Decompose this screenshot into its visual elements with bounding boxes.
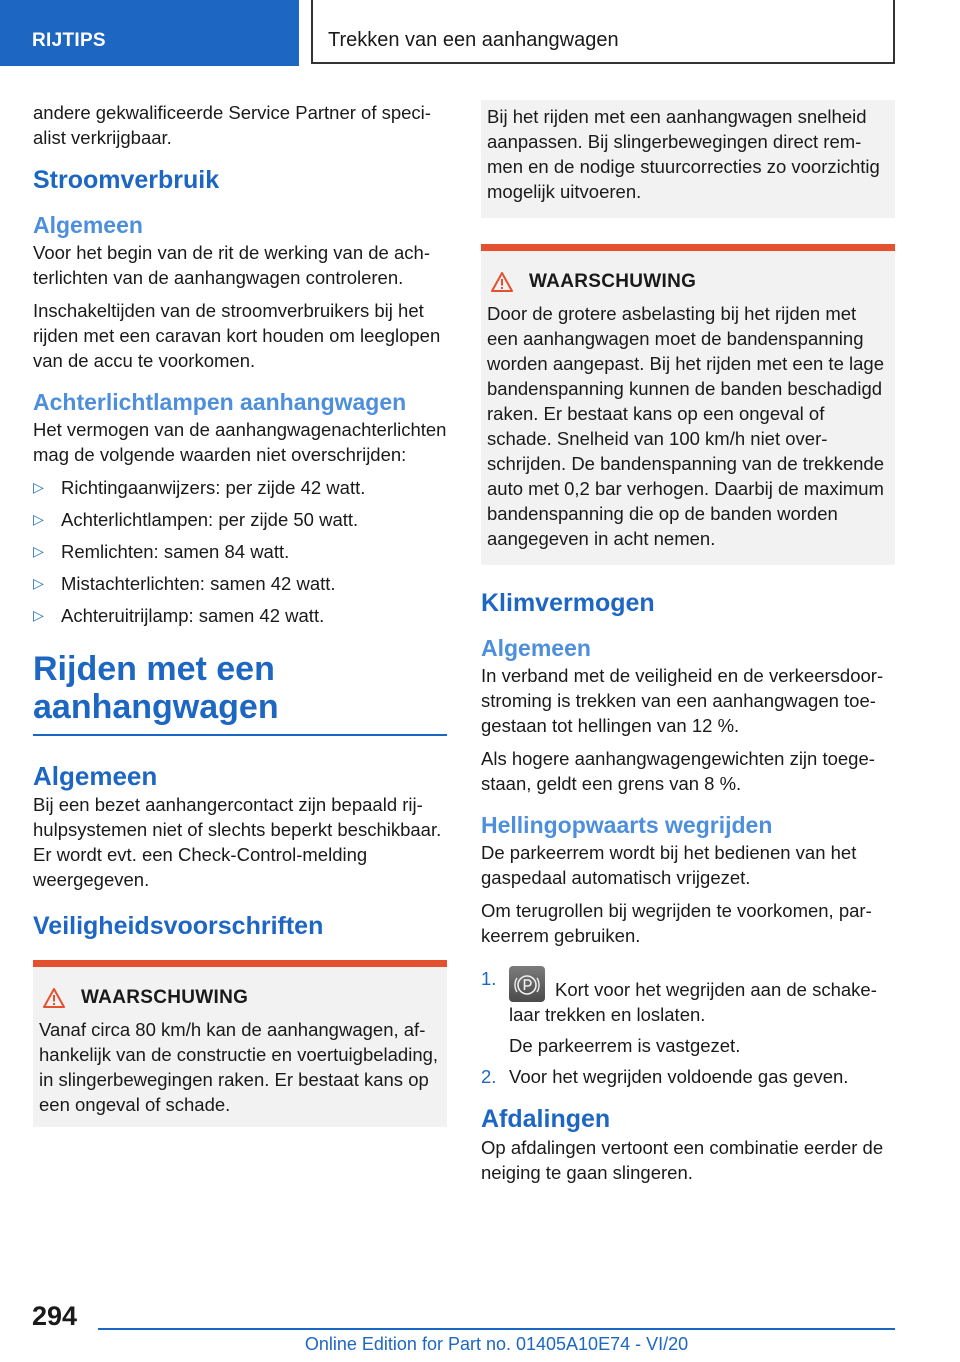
chapter-title: Rijden met een aanhangwagen	[33, 650, 447, 736]
list-item: ▷ Remlichten: samen 84 watt.	[33, 541, 290, 562]
subsection-title-achterlichtlampen: Achterlichtlampen aanhangwagen	[33, 389, 407, 415]
subsection-title-algemeen: Algemeen	[481, 635, 591, 661]
warning-bar	[481, 244, 895, 251]
subsection-title-algemeen: Algemeen	[33, 212, 143, 238]
chapter-header-title: Trekken van een aanhangwagen	[311, 0, 895, 64]
subsection-title-hellingopwaarts: Hellingopwaarts wegrijden	[481, 812, 773, 838]
footer-divider	[98, 1328, 895, 1330]
paragraph: Inschakeltijden van de stroomverbruikers bij het rijden met een caravan kort houden om leeglopen van de accu te voorkomen.	[33, 300, 441, 371]
list-item: 2. Voor het wegrijden voldoende gas geven.	[481, 1066, 849, 1087]
left-column	[33, 100, 447, 1127]
list-item: ▷ Richtingaanwijzers: per zijde 42 watt.	[33, 477, 366, 498]
page-number: 294	[32, 1301, 78, 1331]
right-column	[481, 100, 895, 1193]
warning-box	[33, 960, 447, 1127]
paragraph: Bij een bezet aanhangercontact zijn bepaald rijhulpsystemen niet of slechts beperkt beschikbaar. Er wordt evt. een Check-Control-melding weergegeven.	[33, 794, 442, 890]
warning-text: Door de grotere asbelasting bij het rijden met een aanhangwagen moet de bandenspanning worden aangepast. Bij het rijden met een te lage bandenspanning kunnen de banden beschadigd raken. Er bestaat kans op een ongeval of schade. Snelheid van 100 km/h niet overschrijden. De bandenspanning van de trekkende auto met 0,2 bar verhogen. Daarbij de maximum bandenspanning die op de banden worden aangegeven in acht nemen.	[487, 303, 885, 549]
triangle-right-icon: ▷	[33, 575, 44, 591]
list-item: ▷ Achterlichtlampen: per zijde 50 watt.	[33, 509, 359, 530]
list-item: ▷ Achteruitrijlamp: samen 42 watt.	[33, 605, 325, 626]
triangle-right-icon: ▷	[33, 479, 44, 495]
lamp-power-list	[33, 475, 447, 628]
triangle-right-icon: ▷	[33, 543, 44, 559]
triangle-right-icon: ▷	[33, 511, 44, 527]
warning-triangle-icon	[491, 272, 513, 292]
paragraph: De parkeerrem wordt bij het bedienen van het gaspedaal automatisch vrijgezet.	[481, 842, 857, 888]
paragraph: Als hogere aanhangwagengewichten zijn toegestaan, geldt een grens van 8 %.	[481, 748, 875, 794]
warning-box-continued	[481, 100, 895, 218]
warning-box	[481, 244, 895, 565]
step-note: De parkeerrem is vastgezet.	[509, 1035, 741, 1056]
section-title-algemeen: Algemeen	[33, 761, 158, 791]
section-title-veiligheidsvoorschriften: Veiligheidsvoorschriften	[33, 912, 324, 940]
section-title-klimvermogen: Klimvermogen	[481, 589, 655, 617]
steps-list	[481, 966, 895, 1089]
edition-footer: Online Edition for Part no. 01405A10E74 - VI/20	[304, 1334, 689, 1354]
warning-triangle-icon	[43, 988, 65, 1008]
warning-text: Bij het rijden met een aanhangwagen snelheid aanpassen. Bij slingerbewegingen direct remmen en de nodige stuurcorrecties zo voorzichtig mogelijk uitvoeren.	[487, 106, 880, 202]
warning-text: Vanaf circa 80 km/h kan de aanhangwagen, afhankelijk van de constructie en voertuigbelading, in slingerbewegingen raken. Er bestaat kans op een ongeval of schade.	[39, 1019, 439, 1115]
parking-brake-icon	[509, 966, 545, 1002]
paragraph: Het vermogen van de aanhangwagenachterlichten mag de volgende waarden niet overschrijden:	[33, 419, 447, 465]
list-item: 1. Kort voor het wegrijden aan de schakelaar trekken en loslaten. De parkeerrem is vastgezet.	[481, 966, 895, 1058]
section-tab: RIJTIPS	[0, 0, 299, 66]
paragraph: Om terugrollen bij wegrijden te voorkomen, parkeerrem gebruiken.	[481, 900, 872, 946]
step-number: 2.	[481, 1066, 497, 1087]
warning-heading: WAARSCHUWING	[487, 271, 889, 293]
warning-bar	[33, 960, 447, 967]
warning-heading: WAARSCHUWING	[39, 987, 441, 1009]
paragraph: Op afdalingen vertoont een combinatie eerder de neiging te gaan slingeren.	[481, 1137, 884, 1183]
section-title-stroomverbruik: Stroomverbruik	[33, 166, 220, 194]
triangle-right-icon: ▷	[33, 607, 44, 623]
intro-paragraph: andere gekwalificeerde Service Partner of specialist verkrijgbaar.	[33, 102, 431, 148]
section-title-afdalingen: Afdalingen	[481, 1105, 611, 1133]
list-item: ▷ Mistachterlichten: samen 42 watt.	[33, 573, 336, 594]
paragraph: Voor het begin van de rit de werking van de achterlichten van de aanhangwagen controleren.	[33, 242, 430, 288]
paragraph: In verband met de veiligheid en de verkeersdoorstroming is trekken van een aanhangwagen toegestaan tot hellingen van 12 %.	[481, 665, 884, 736]
page-header	[0, 0, 960, 66]
step-number: 1.	[481, 968, 497, 989]
